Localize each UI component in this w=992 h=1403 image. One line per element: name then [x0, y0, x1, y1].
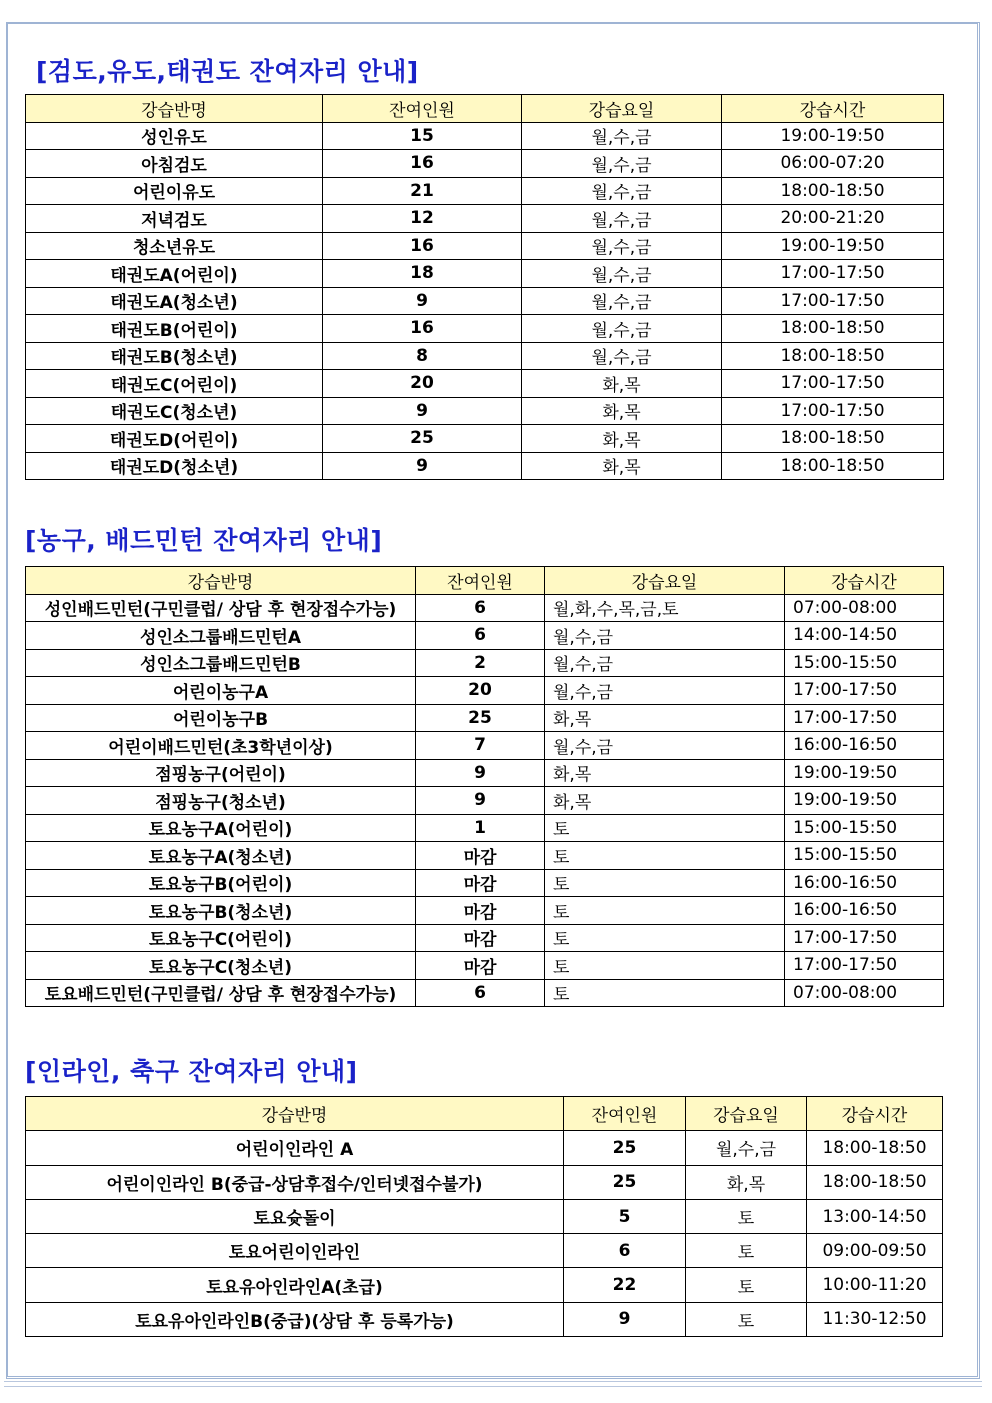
cell-days: 화,목 [522, 425, 722, 453]
cell-time: 17:00-17:50 [785, 924, 944, 952]
table-row [26, 1302, 943, 1336]
cell-days: 월,수,금 [545, 649, 785, 677]
table-row [26, 397, 944, 425]
cell-remaining: 6 [564, 1234, 686, 1268]
cell-time: 16:00-16:50 [785, 869, 944, 897]
cell-class-name: 토요농구A(어린이) [26, 814, 416, 842]
header-class-name: 강습반명 [26, 567, 416, 595]
cell-time: 19:00-19:50 [722, 232, 944, 260]
header-days: 강습요일 [686, 1097, 807, 1131]
cell-class-name: 점핑농구(어린이) [26, 759, 416, 787]
header-days: 강습요일 [522, 95, 722, 123]
cell-remaining: 15 [323, 122, 522, 150]
cell-remaining: 마감 [416, 869, 545, 897]
cell-remaining: 20 [323, 370, 522, 398]
cell-class-name: 토요농구A(청소년) [26, 842, 416, 870]
cell-time: 15:00-15:50 [785, 842, 944, 870]
table-row [26, 787, 944, 815]
cell-class-name: 토요농구C(어린이) [26, 924, 416, 952]
cell-remaining: 25 [416, 704, 545, 732]
cell-days: 월,수,금 [522, 150, 722, 178]
cell-class-name: 점핑농구(청소년) [26, 787, 416, 815]
cell-class-name: 토요어린이인라인 [26, 1234, 564, 1268]
cell-class-name: 성인유도 [26, 122, 323, 150]
cell-class-name: 토요슛돌이 [26, 1199, 564, 1233]
table-row [26, 649, 944, 677]
cell-time: 17:00-17:50 [722, 370, 944, 398]
cell-time: 11:30-12:50 [807, 1302, 943, 1336]
cell-days: 토 [545, 842, 785, 870]
cell-remaining: 6 [416, 979, 545, 1007]
section1-table [25, 94, 944, 480]
table-row [26, 342, 944, 370]
cell-remaining: 9 [323, 452, 522, 480]
cell-remaining: 7 [416, 732, 545, 760]
cell-remaining: 마감 [416, 897, 545, 925]
table-row [26, 677, 944, 705]
cell-days: 화,목 [545, 787, 785, 815]
cell-days: 화,목 [522, 370, 722, 398]
cell-remaining: 6 [416, 594, 545, 622]
table-row [26, 177, 944, 205]
cell-days: 토 [545, 952, 785, 980]
cell-class-name: 토요배드민턴(구민클럽/ 상담 후 현장접수가능) [26, 979, 416, 1007]
cell-remaining: 9 [323, 397, 522, 425]
cell-days: 토 [545, 869, 785, 897]
cell-days: 토 [545, 924, 785, 952]
cell-class-name: 청소년유도 [26, 232, 323, 260]
cell-remaining: 12 [323, 205, 522, 233]
cell-class-name: 태권도A(어린이) [26, 260, 323, 288]
cell-days: 토 [686, 1268, 807, 1302]
table-row [26, 287, 944, 315]
cell-class-name: 어린이농구A [26, 677, 416, 705]
cell-time: 18:00-18:50 [807, 1131, 943, 1165]
table-row [26, 260, 944, 288]
table-row [26, 924, 944, 952]
cell-time: 07:00-08:00 [785, 979, 944, 1007]
table-row [26, 897, 944, 925]
cell-class-name: 성인소그룹배드민턴B [26, 649, 416, 677]
cell-class-name: 토요유아인라인A(초급) [26, 1268, 564, 1302]
cell-remaining: 16 [323, 232, 522, 260]
cell-days: 월,수,금 [545, 622, 785, 650]
table-row [26, 232, 944, 260]
cell-time: 18:00-18:50 [722, 315, 944, 343]
cell-days: 월,수,금 [522, 122, 722, 150]
table-row [26, 594, 944, 622]
cell-days: 월,화,수,목,금,토 [545, 594, 785, 622]
cell-time: 18:00-18:50 [722, 177, 944, 205]
cell-days: 화,목 [545, 704, 785, 732]
table-row [26, 425, 944, 453]
cell-time: 07:00-08:00 [785, 594, 944, 622]
cell-class-name: 태권도D(어린이) [26, 425, 323, 453]
cell-time: 16:00-16:50 [785, 897, 944, 925]
cell-remaining: 마감 [416, 952, 545, 980]
cell-time: 18:00-18:50 [722, 342, 944, 370]
cell-class-name: 어린이배드민턴(초3학년이상) [26, 732, 416, 760]
cell-days: 화,목 [522, 397, 722, 425]
cell-time: 10:00-11:20 [807, 1268, 943, 1302]
cell-class-name: 어린이인라인 B(중급-상담후접수/인터넷접수불가) [26, 1165, 564, 1199]
table-row [26, 452, 944, 480]
header-time: 강습시간 [722, 95, 944, 123]
table-row [26, 205, 944, 233]
table-row [26, 1199, 943, 1233]
table-row [26, 1234, 943, 1268]
cell-time: 19:00-19:50 [785, 759, 944, 787]
cell-days: 토 [545, 897, 785, 925]
cell-days: 월,수,금 [522, 177, 722, 205]
cell-remaining: 16 [323, 150, 522, 178]
cell-remaining: 16 [323, 315, 522, 343]
cell-class-name: 저녁검도 [26, 205, 323, 233]
table-row [26, 122, 944, 150]
header-time: 강습시간 [785, 567, 944, 595]
cell-days: 화,목 [545, 759, 785, 787]
table-row [26, 1268, 943, 1302]
cell-class-name: 어린이인라인 A [26, 1131, 564, 1165]
cell-remaining: 9 [564, 1302, 686, 1336]
cell-days: 화,목 [686, 1165, 807, 1199]
table-row [26, 732, 944, 760]
cell-remaining: 마감 [416, 924, 545, 952]
cell-time: 19:00-19:50 [722, 122, 944, 150]
table-row [26, 150, 944, 178]
cell-time: 19:00-19:50 [785, 787, 944, 815]
cell-remaining: 9 [416, 787, 545, 815]
cell-remaining: 5 [564, 1199, 686, 1233]
table-row [26, 842, 944, 870]
cell-days: 토 [686, 1302, 807, 1336]
cell-time: 17:00-17:50 [722, 260, 944, 288]
table-row [26, 979, 944, 1007]
cell-remaining: 1 [416, 814, 545, 842]
cell-class-name: 어린이농구B [26, 704, 416, 732]
table-row [26, 622, 944, 650]
cell-remaining: 8 [323, 342, 522, 370]
table-header-row [26, 1097, 943, 1131]
cell-remaining: 21 [323, 177, 522, 205]
table-row [26, 1131, 943, 1165]
cell-days: 월,수,금 [522, 287, 722, 315]
cell-days: 토 [545, 979, 785, 1007]
cell-remaining: 20 [416, 677, 545, 705]
table-row [26, 1165, 943, 1199]
cell-class-name: 성인소그룹배드민턴A [26, 622, 416, 650]
cell-time: 18:00-18:50 [722, 425, 944, 453]
cell-remaining: 22 [564, 1268, 686, 1302]
section3-title: [인라인, 축구 잔여자리 안내] [25, 1057, 358, 1086]
cell-class-name: 태권도C(어린이) [26, 370, 323, 398]
cell-class-name: 토요농구B(어린이) [26, 869, 416, 897]
section1-title: [검도,유도,태권도 잔여자리 안내] [36, 57, 419, 86]
cell-time: 09:00-09:50 [807, 1234, 943, 1268]
header-time: 강습시간 [807, 1097, 943, 1131]
section2-table [25, 566, 944, 1007]
page-bottom-border [4, 1381, 982, 1387]
cell-class-name: 아침검도 [26, 150, 323, 178]
table-row [26, 869, 944, 897]
header-remaining: 잔여인원 [564, 1097, 686, 1131]
cell-days: 월,수,금 [522, 205, 722, 233]
cell-time: 20:00-21:20 [722, 205, 944, 233]
cell-remaining: 25 [564, 1165, 686, 1199]
cell-class-name: 어린이유도 [26, 177, 323, 205]
header-remaining: 잔여인원 [416, 567, 545, 595]
cell-time: 13:00-14:50 [807, 1199, 943, 1233]
cell-time: 17:00-17:50 [785, 677, 944, 705]
cell-time: 15:00-15:50 [785, 649, 944, 677]
cell-days: 월,수,금 [545, 677, 785, 705]
cell-time: 18:00-18:50 [807, 1165, 943, 1199]
cell-days: 토 [545, 814, 785, 842]
cell-class-name: 태권도B(어린이) [26, 315, 323, 343]
cell-days: 월,수,금 [522, 315, 722, 343]
header-remaining: 잔여인원 [323, 95, 522, 123]
cell-remaining: 18 [323, 260, 522, 288]
cell-remaining: 25 [323, 425, 522, 453]
cell-class-name: 태권도B(청소년) [26, 342, 323, 370]
table-header-row [26, 567, 944, 595]
cell-days: 토 [686, 1199, 807, 1233]
cell-time: 14:00-14:50 [785, 622, 944, 650]
cell-days: 토 [686, 1234, 807, 1268]
table-row [26, 370, 944, 398]
header-days: 강습요일 [545, 567, 785, 595]
cell-class-name: 성인배드민턴(구민클럽/ 상담 후 현장접수가능) [26, 594, 416, 622]
cell-days: 월,수,금 [522, 260, 722, 288]
cell-class-name: 태권도A(청소년) [26, 287, 323, 315]
cell-time: 17:00-17:50 [785, 952, 944, 980]
cell-days: 월,수,금 [522, 232, 722, 260]
cell-time: 17:00-17:50 [722, 287, 944, 315]
cell-class-name: 토요유아인라인B(중급)(상담 후 등록가능) [26, 1302, 564, 1336]
cell-time: 15:00-15:50 [785, 814, 944, 842]
cell-remaining: 25 [564, 1131, 686, 1165]
table-header-row [26, 95, 944, 123]
header-class-name: 강습반명 [26, 1097, 564, 1131]
table-row [26, 759, 944, 787]
cell-remaining: 2 [416, 649, 545, 677]
cell-remaining: 9 [416, 759, 545, 787]
cell-time: 06:00-07:20 [722, 150, 944, 178]
cell-remaining: 9 [323, 287, 522, 315]
cell-remaining: 마감 [416, 842, 545, 870]
cell-class-name: 태권도D(청소년) [26, 452, 323, 480]
cell-class-name: 토요농구C(청소년) [26, 952, 416, 980]
cell-class-name: 토요농구B(청소년) [26, 897, 416, 925]
header-class-name: 강습반명 [26, 95, 323, 123]
cell-time: 18:00-18:50 [722, 452, 944, 480]
table-row [26, 315, 944, 343]
table-row [26, 952, 944, 980]
cell-days: 월,수,금 [686, 1131, 807, 1165]
cell-days: 월,수,금 [522, 342, 722, 370]
table-row [26, 704, 944, 732]
cell-days: 화,목 [522, 452, 722, 480]
section2-title: [농구, 배드민턴 잔여자리 안내] [25, 526, 383, 555]
table-row [26, 814, 944, 842]
cell-remaining: 6 [416, 622, 545, 650]
cell-days: 월,수,금 [545, 732, 785, 760]
cell-class-name: 태권도C(청소년) [26, 397, 323, 425]
section3-table [25, 1096, 943, 1337]
cell-time: 17:00-17:50 [722, 397, 944, 425]
cell-time: 16:00-16:50 [785, 732, 944, 760]
cell-time: 17:00-17:50 [785, 704, 944, 732]
